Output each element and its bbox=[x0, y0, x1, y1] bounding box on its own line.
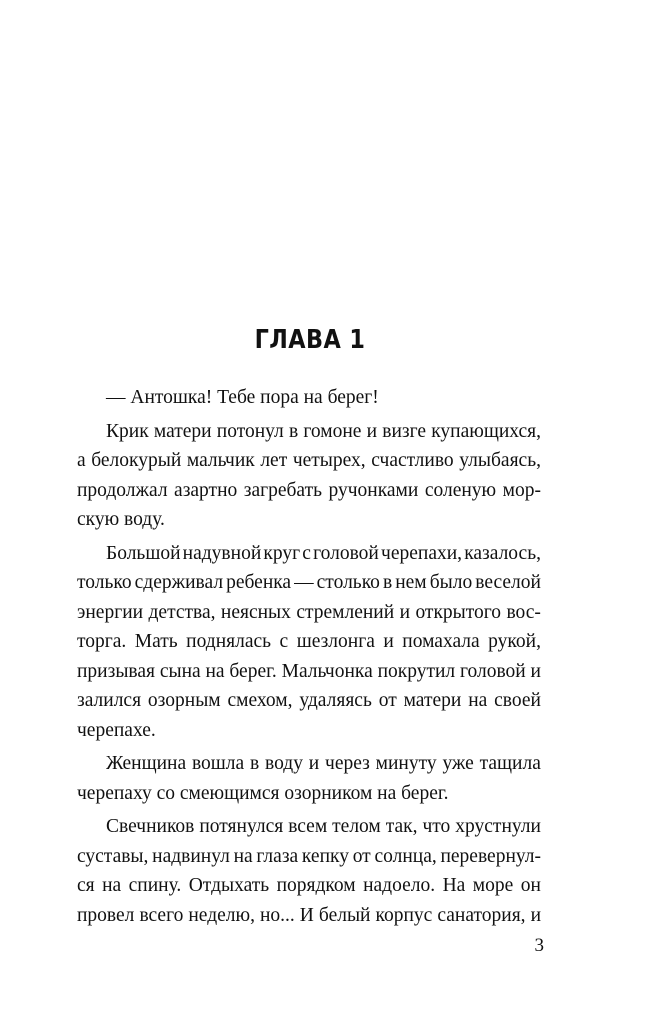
text-line: ся на спину. Отдыхать порядком надоело. На море он bbox=[77, 875, 541, 896]
paragraph bbox=[77, 417, 541, 535]
text-line: черепаху со смеющимся озорником на берег. bbox=[77, 782, 449, 804]
text-line: а белокурый мальчик лет четырех, счастливо улыбаясь, bbox=[77, 450, 541, 471]
paragraph bbox=[77, 749, 541, 808]
text-line: провел всего неделю, но... И белый корпус санатория, и bbox=[77, 904, 541, 926]
text-line: скую воду. bbox=[77, 509, 165, 530]
text-line: Женщина вошла в воду и через минуту уже тащила bbox=[106, 753, 541, 774]
text-line: — Антошка! Тебе пора на берег! bbox=[106, 387, 379, 408]
text-line: залился озорным смехом, удаляясь от матери на своей bbox=[77, 690, 541, 711]
text-line: суставы, надвинул на глаза кепку от солнца, перевернул- bbox=[77, 845, 541, 867]
text-line: только сдерживал ребенка — столько в нем было веселой bbox=[77, 572, 541, 593]
paragraph bbox=[77, 812, 541, 930]
paragraph bbox=[77, 383, 541, 413]
text-line: призывая сына на берег. Мальчонка покрутил головой и bbox=[77, 660, 541, 682]
body-text bbox=[77, 383, 541, 930]
text-line: торга. Мать поднялась с шезлонга и помахала рукой, bbox=[77, 631, 541, 652]
text-line: Крик матери потонул в гомоне и визге купающихся, bbox=[106, 420, 541, 442]
text-line: черепахе. bbox=[77, 719, 156, 741]
page-number: 3 bbox=[534, 935, 544, 956]
chapter-title: ГЛАВА 1 bbox=[254, 325, 366, 355]
paragraph bbox=[77, 539, 541, 746]
text-line: Большой надувной круг с головой черепахи, казалось, bbox=[106, 542, 541, 564]
text-line: Свечников потянулся всем телом так, что хрустнули bbox=[106, 816, 541, 837]
text-line: энергии детства, неясных стремлений и открытого вос- bbox=[77, 601, 541, 623]
text-line: продолжал азартно загребать ручонками соленую мор- bbox=[77, 479, 541, 501]
